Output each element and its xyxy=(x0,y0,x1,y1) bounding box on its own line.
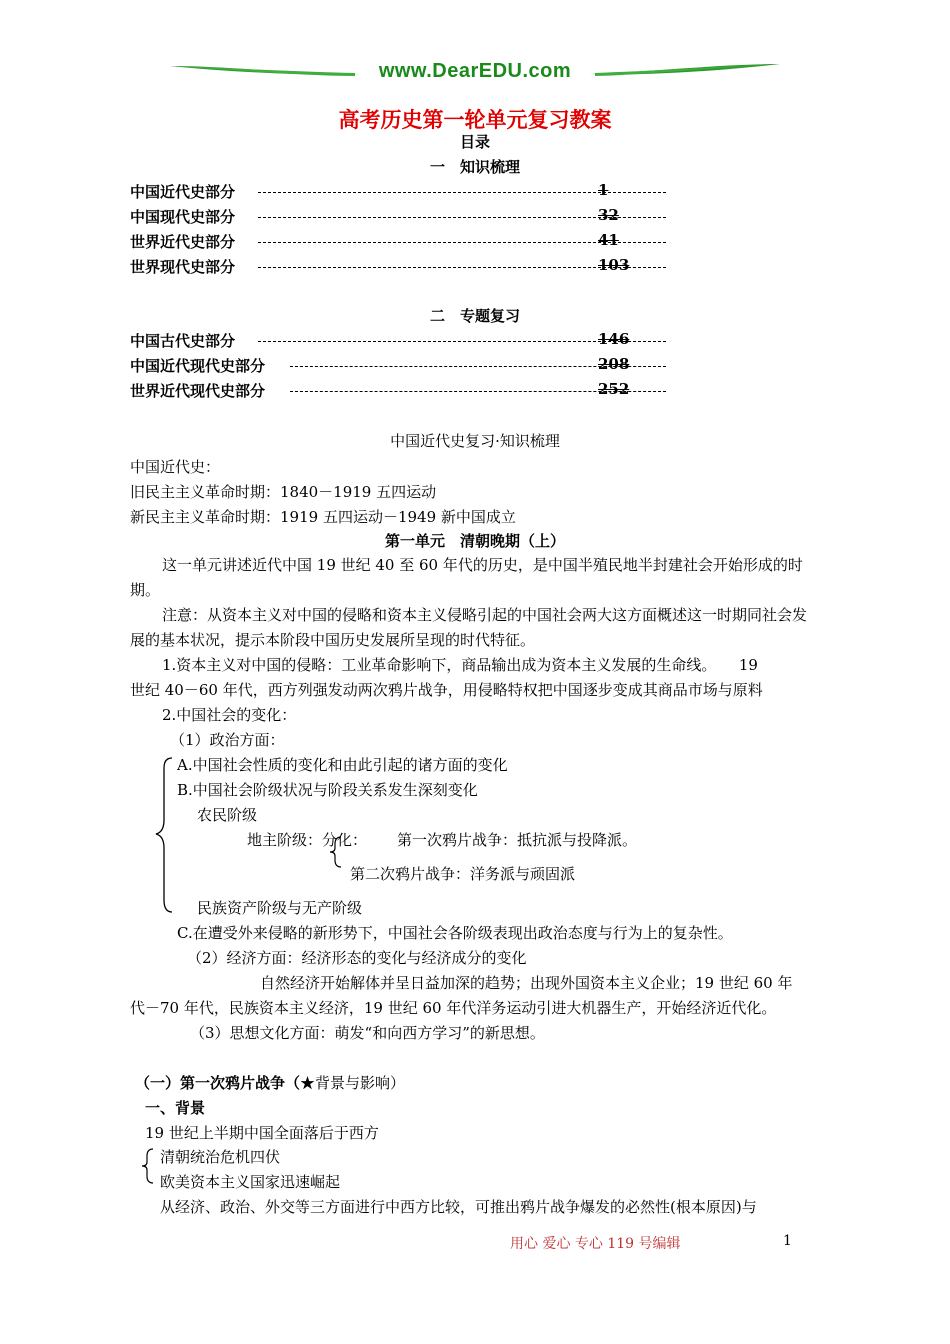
toc-item[interactable] xyxy=(130,380,666,402)
toc-item-page: 208 xyxy=(598,355,630,373)
text-line: 代－70 年代，民族资本主义经济，19 世纪 60 年代洋务运动引进大机器生产，开始经济近代化。 xyxy=(130,999,777,1017)
section-heading-main: （一）第一次鸦片战争（ xyxy=(135,1074,301,1092)
toc-item-page: 103 xyxy=(598,256,630,274)
brace-icon xyxy=(155,756,175,914)
text-line: 地主阶级：分化： xyxy=(247,831,368,849)
text-line: 欧美资本主义国家迅速崛起 xyxy=(160,1173,341,1191)
toc-item-label: 世界现代史部分 xyxy=(130,258,236,276)
text-line: （2）经济方面：经济形态的变化与经济成分的变化 xyxy=(187,949,527,967)
text-line: 19 世纪上半期中国全面落后于西方 xyxy=(145,1124,379,1142)
text-line: 第一次鸦片战争：抵抗派与投降派。 xyxy=(397,831,638,849)
toc-item-page: 252 xyxy=(598,380,630,398)
toc-item-label: 中国近代史部分 xyxy=(130,183,236,201)
toc-item-page: 41 xyxy=(598,231,619,249)
text-line: 世纪 40－60 年代，西方列强发动两次鸦片战争，用侵略特权把中国逐步变成其商品市场与原料 xyxy=(130,681,763,699)
document-title: 高考历史第一轮单元复习教案 xyxy=(338,107,612,132)
text-line: 从经济、政治、外交等三方面进行中西方比较，可推出鸦片战争爆发的必然性(根本原因)与 xyxy=(160,1198,757,1216)
section-heading xyxy=(135,1072,405,1093)
toc-item-label: 中国古代史部分 xyxy=(130,332,236,350)
paragraph: 注意：从资本主义对中国的侵略和资本主义侵略引起的中国社会两大这方面概述这一时期同社会发展的基本状况，提示本阶段中国历史发展所呈现的时代特征。 xyxy=(130,606,808,649)
toc-item-page: 1 xyxy=(598,181,609,199)
text-line: （3）思想文化方面：萌发“和向西方学习”的新思想。 xyxy=(190,1024,545,1042)
text-line: 民族资产阶级与无产阶级 xyxy=(197,899,363,917)
toc-item[interactable] xyxy=(130,231,666,253)
text-line: 旧民主主义革命时期：1840－1919 五四运动 xyxy=(130,483,437,501)
text-line: 2.中国社会的变化： xyxy=(162,706,297,724)
site-logo-text[interactable]: www.DearEDU.com xyxy=(378,60,572,82)
paragraph: 这一单元讲述近代中国 19 世纪 40 至 60 年代的历史，是中国半殖民地半封建社会开始形成的时期。 xyxy=(130,556,803,599)
section-heading-note: ★背景与影响） xyxy=(300,1074,406,1092)
toc-item-label: 中国近代现代史部分 xyxy=(130,357,266,375)
toc-item-page: 146 xyxy=(598,330,630,348)
text-line: 农民阶级 xyxy=(197,806,258,824)
text-line: B.中国社会阶级状况与阶段关系发生深刻变化 xyxy=(177,781,478,799)
small-brace-icon xyxy=(329,836,343,868)
unit-title: 第一单元 清朝晚期（上） xyxy=(384,532,565,550)
toc-item-label: 世界近代史部分 xyxy=(130,233,236,251)
page-number: 1 xyxy=(783,1233,792,1249)
toc-item[interactable] xyxy=(130,181,666,203)
toc-item-label: 中国现代史部分 xyxy=(130,208,236,226)
text-line: 自然经济开始解体并呈日益加深的趋势；出现外国资本主义企业；19 世纪 60 年 xyxy=(260,974,793,992)
toc-item[interactable] xyxy=(130,355,666,377)
toc-item-page: 32 xyxy=(598,206,619,224)
text-line: C.在遭受外来侵略的新形势下，中国社会各阶级表现出政治态度与行为上的复杂性。 xyxy=(177,924,733,942)
text-line: （1）政治方面： xyxy=(170,731,285,749)
text-line: 1.资本主义对中国的侵略：工业革命影响下，商品输出成为资本主义发展的生命线。 19 xyxy=(162,656,758,674)
text-line: 第二次鸦片战争：洋务派与顽固派 xyxy=(350,865,576,883)
toc-section-1: 一 知识梳理 xyxy=(429,158,520,176)
toc-item[interactable] xyxy=(130,256,666,278)
section-subtitle: 中国近代史复习·知识梳理 xyxy=(390,432,560,450)
text-line: 中国近代史： xyxy=(130,458,221,476)
toc-item-label: 世界近代现代史部分 xyxy=(130,382,266,400)
text-line: A.中国社会性质的变化和由此引起的诸方面的变化 xyxy=(177,756,508,774)
small-brace-icon xyxy=(141,1148,155,1184)
toc-heading: 目录 xyxy=(459,133,490,151)
toc-item[interactable] xyxy=(130,330,666,352)
subsection-heading: 一、背景 xyxy=(145,1099,206,1117)
toc-item[interactable] xyxy=(130,206,666,228)
footer-motto: 用心 爱心 专心 119 号编辑 xyxy=(510,1236,681,1252)
toc-section-2: 二 专题复习 xyxy=(429,307,520,325)
text-line: 新民主主义革命时期：1919 五四运动－1949 新中国成立 xyxy=(130,508,516,526)
text-line: 清朝统治危机四伏 xyxy=(160,1148,281,1166)
